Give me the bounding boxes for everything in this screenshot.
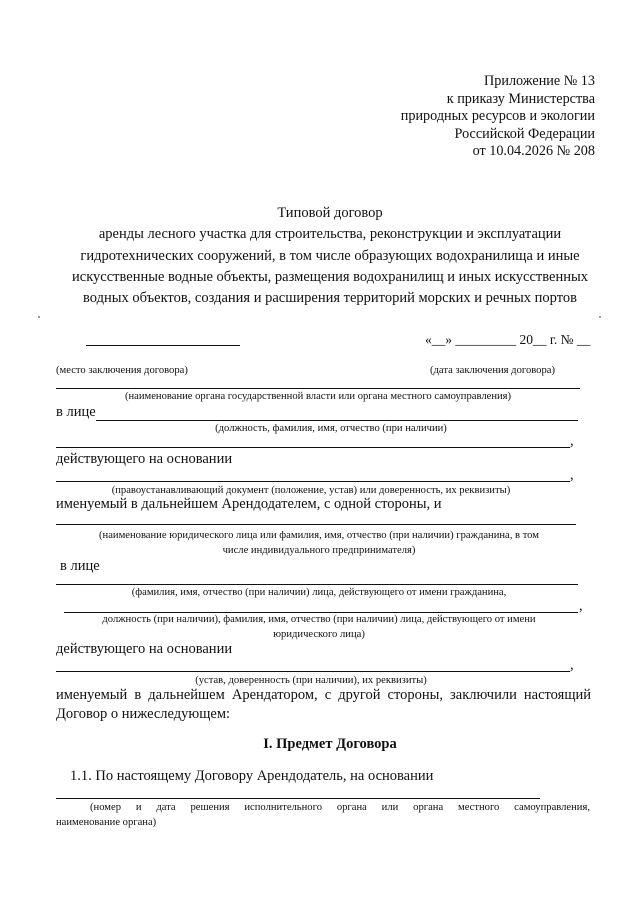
lessor-person-field-2[interactable] — [56, 447, 570, 448]
lessor-named: именуемый в дальнейшем Арендодателем, с одной стороны, и — [56, 496, 442, 512]
title-line-3: гидротехнических сооружений, в том числе образующих водохранилища и иные — [80, 247, 580, 264]
place-field[interactable] — [86, 345, 240, 346]
lessee-in-person-label: в лице — [60, 558, 100, 574]
decision-field[interactable] — [56, 798, 540, 799]
lessee-named-line-1: именуемый в дальнейшем Арендатором, с другой стороны, заключили настоящий — [56, 687, 591, 703]
appendix-header — [295, 73, 595, 161]
scan-dot — [38, 316, 40, 318]
lessee-position-caption-line-2: юридического лица) — [273, 629, 365, 640]
lessee-person-caption: (фамилия, имя, отчество (при наличии) лица, действующего от имени гражданина, — [131, 587, 507, 598]
date-fields[interactable]: «__» _________ 20__ г. № __ — [425, 332, 591, 347]
date-caption: (дата заключения договора) — [430, 365, 555, 376]
scan-dot — [599, 316, 601, 318]
lessor-org-caption: (наименование органа государственной власти или органа местного самоуправления) — [124, 391, 512, 402]
title-line-5: водных объектов, создания и расширения территорий морских и речных портов — [83, 290, 577, 307]
title-line-4: искусственные водные объекты, размещения водохранилищ и иных искусственных — [72, 268, 588, 285]
country-line: Российской Федерации — [454, 125, 595, 142]
decision-caption-line-1: (номер и дата решения исполнительного органа или органа местного самоуправления, — [90, 802, 590, 813]
lessee-name-caption-line-2: числе индивидуального предпринимателя) — [222, 545, 416, 556]
lessee-position-caption-line-1: должность (при наличии), фамилия, имя, отчество (при наличии) лица, действующего от имени — [102, 614, 536, 625]
clause-1-1: 1.1. По настоящему Договору Арендодатель, на основании — [70, 768, 434, 784]
ministry-line: природных ресурсов и экологии — [400, 108, 595, 124]
title-line-2: аренды лесного участка для строительства, реконструкции и эксплуатации — [98, 226, 562, 243]
lessor-basis-label: действующего на основании — [56, 451, 233, 467]
lessor-basis-field[interactable] — [56, 481, 570, 482]
lessee-basis-label: действующего на основании — [56, 641, 233, 657]
comma: , — [570, 657, 574, 673]
comma: , — [579, 598, 583, 614]
lessor-doc-caption: (правоустанавливающий документ (положение, устав) или доверенность, их реквизиты) — [111, 485, 511, 496]
lessee-basis-field[interactable] — [56, 671, 570, 672]
lessor-person-caption: (должность, фамилия, имя, отчество (при наличии) — [215, 423, 447, 434]
order-date: от 10.04.2026 № 208 — [472, 143, 595, 159]
comma: , — [570, 433, 574, 449]
section-heading: I. Предмет Договора — [263, 736, 397, 752]
place-caption: (место заключения договора) — [56, 365, 188, 376]
comma: , — [570, 467, 574, 483]
lessee-name-caption — [56, 528, 582, 558]
lessee-name-field[interactable] — [56, 524, 576, 525]
title-line-1: Типовой договор — [277, 205, 383, 221]
appendix-number: Приложение № 13 — [484, 73, 595, 89]
order-reference: к приказу Министерства — [446, 90, 595, 107]
lessee-position-caption — [56, 612, 582, 642]
decision-caption-line-2: наименование органа) — [56, 817, 157, 828]
document-title — [40, 203, 620, 309]
lessee-doc-caption: (устав, доверенность (при наличии), их реквизиты) — [195, 675, 427, 686]
lessor-in-person-label: в лице — [56, 404, 96, 420]
lessee-named-line-2: Договор о нижеследующем: — [56, 706, 231, 722]
lessee-name-caption-line-1: (наименование юридического лица или фамилия, имя, отчество (при наличии) гражданина, в том — [99, 530, 539, 541]
